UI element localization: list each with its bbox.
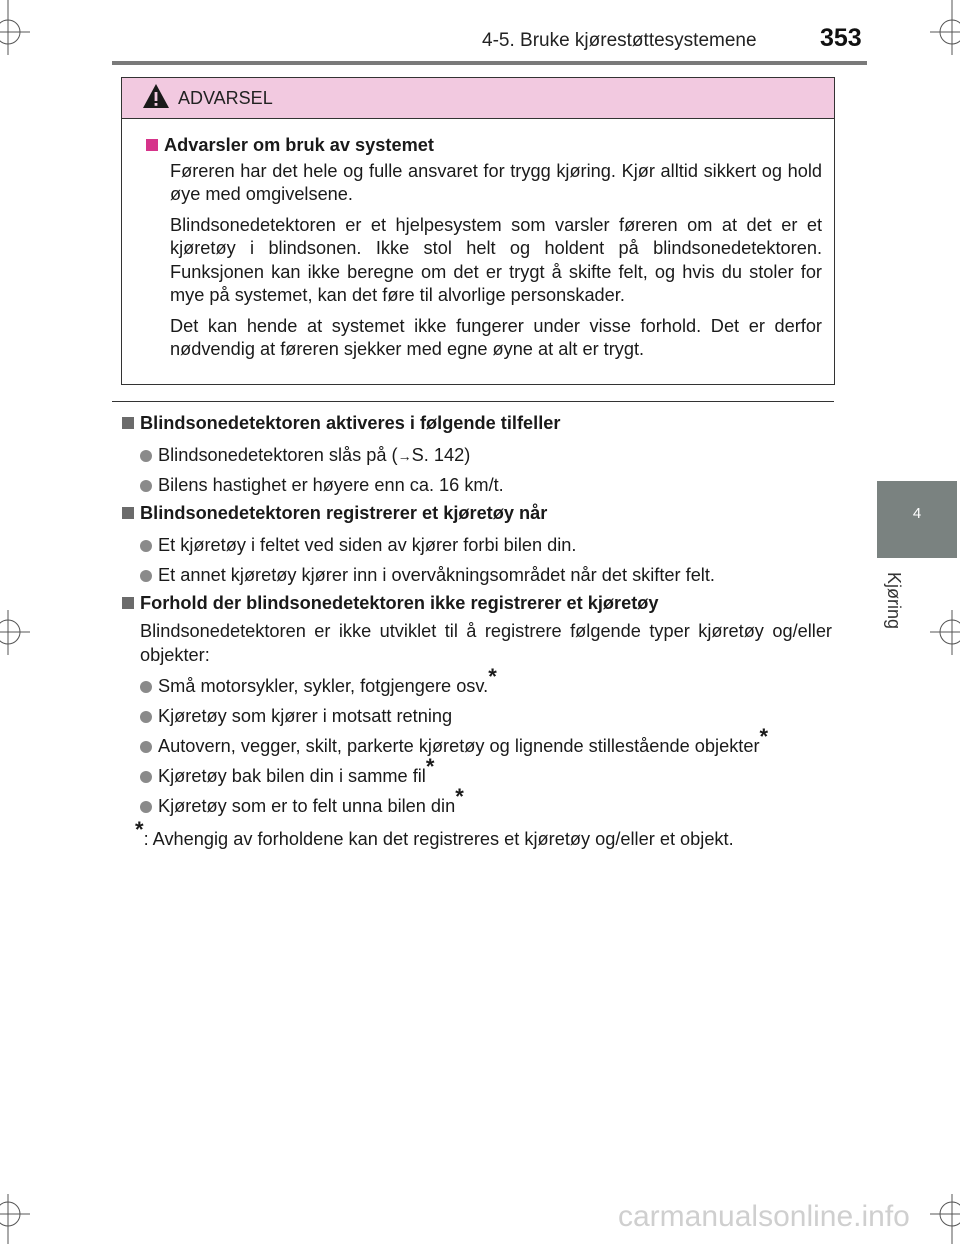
section-header: 4-5. Bruke kjørestøttesystemene	[482, 30, 757, 51]
list-item: Kjøretøy bak bilen din i samme fil*	[122, 761, 832, 791]
warning-box	[121, 77, 835, 385]
asterisk-mark: *	[135, 817, 144, 842]
bullet-icon	[140, 741, 152, 753]
list-item: Kjøretøy som kjører i motsatt retning	[122, 701, 832, 731]
chapter-label: Kjøring	[884, 572, 904, 630]
list-item: Kjøretøy som er to felt unna bilen din*	[122, 791, 832, 821]
section-heading: Blindsonedetektoren registrerer et kjøretøy når	[122, 500, 832, 530]
asterisk-mark: *	[759, 724, 769, 749]
bullet-icon	[140, 450, 152, 462]
warning-item-heading	[146, 134, 822, 158]
crop-mark-top-right	[920, 0, 960, 60]
main-content	[122, 410, 832, 853]
list-item: Et kjøretøy i feltet ved siden av kjører forbi bilen din.	[122, 530, 832, 560]
page-number: 353	[820, 24, 862, 52]
asterisk-mark: *	[425, 754, 435, 779]
list-item: Et annet kjøretøy kjører inn i overvåkningsområdet når det skifter felt.	[122, 560, 832, 590]
crop-mark-bottom-left	[0, 1194, 40, 1244]
square-bullet-icon	[122, 507, 134, 519]
crop-mark-mid-left	[0, 610, 40, 660]
bullet-icon	[140, 480, 152, 492]
watermark: carmanualsonline.info	[618, 1200, 910, 1233]
warning-title: ADVARSEL	[178, 88, 273, 108]
page-reference-link[interactable]: S. 142)	[411, 445, 471, 465]
bullet-icon	[140, 540, 152, 552]
square-bullet-icon	[122, 417, 134, 429]
warning-header	[122, 78, 834, 119]
asterisk-mark: *	[455, 784, 464, 809]
section-divider	[112, 401, 834, 402]
bullet-icon	[140, 570, 152, 582]
warning-body	[146, 134, 822, 369]
list-item: Bilens hastighet er høyere enn ca. 16 km/t.	[122, 470, 832, 500]
header-rule	[112, 61, 867, 65]
section-heading: Forhold der blindsonedetektoren ikke registrerer et kjøretøy	[122, 590, 832, 620]
section-intro: Blindsonedetektoren er ikke utviklet til å registrere følgende typer kjøretøy og/eller objekter:	[140, 621, 832, 665]
crop-mark-top-left	[0, 0, 40, 60]
warning-paragraph: Blindsonedetektoren er et hjelpesystem som varsler føreren om at det er et kjøretøy i blindsonen. Ikke stol helt og holdent på blindsonedetektoren. Funksjonen kan ikke beregne om det er trygt å skifte felt, og hvis du stoler for mye på systemet, kan det føre til alvorlige personskader.	[170, 214, 822, 305]
warning-item-title: Advarsler om bruk av systemet	[164, 135, 434, 155]
list-item: Autovern, vegger, skilt, parkerte kjøretøy og lignende stillestående objekter*	[122, 731, 832, 761]
arrow-icon: →	[397, 448, 412, 464]
warning-paragraph: Føreren har det hele og fulle ansvaret for trygg kjøring. Kjør alltid sikkert og hold øye med omgivelsene.	[170, 160, 822, 204]
bullet-icon	[140, 771, 152, 783]
bullet-icon	[140, 801, 152, 813]
chapter-tab	[877, 481, 957, 558]
list-item: Små motorsykler, sykler, fotgjengere osv.*	[122, 671, 832, 701]
bullet-icon	[140, 681, 152, 693]
square-bullet-icon	[146, 139, 158, 151]
crop-mark-mid-right	[920, 610, 960, 660]
bullet-icon	[140, 711, 152, 723]
asterisk-mark: *	[488, 664, 497, 689]
square-bullet-icon	[122, 597, 134, 609]
warning-icon	[142, 83, 170, 109]
footnote: *: Avhengig av forholdene kan det registreres et kjøretøy og/eller et objekt.	[135, 817, 734, 849]
section-heading: Blindsonedetektoren aktiveres i følgende tilfeller	[122, 410, 832, 440]
chapter-number: 4	[912, 505, 922, 522]
warning-paragraph: Det kan hende at systemet ikke fungerer under visse forhold. Det er derfor nødvendig at føreren sjekker med egne øyne at alt er trygt.	[170, 315, 822, 359]
list-item: Blindsonedetektoren slås på (→S. 142)	[122, 440, 832, 470]
crop-mark-bottom-right	[920, 1194, 960, 1244]
